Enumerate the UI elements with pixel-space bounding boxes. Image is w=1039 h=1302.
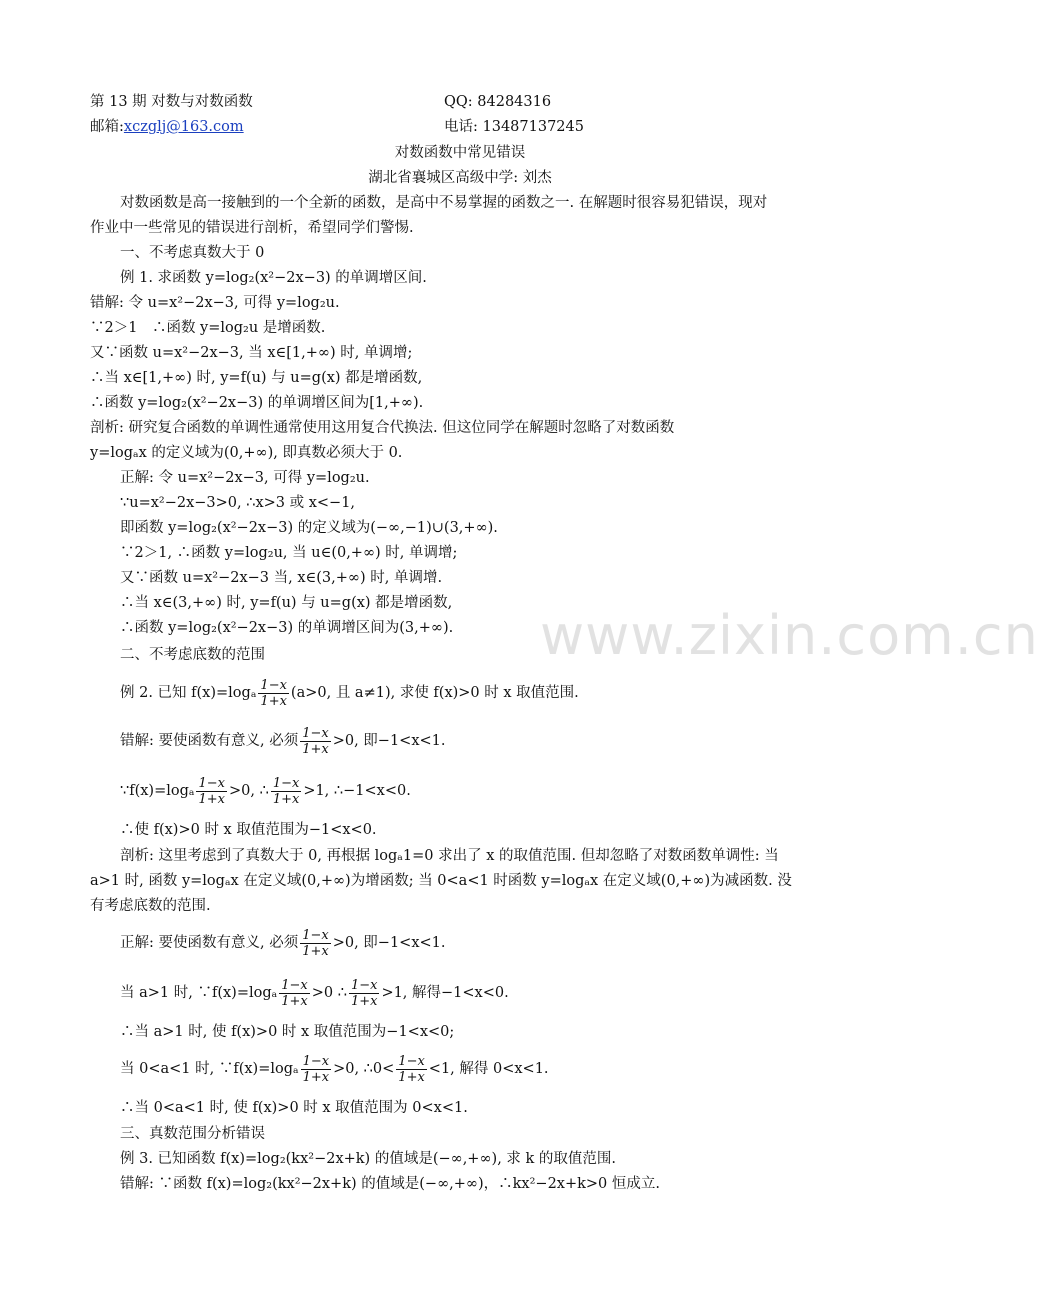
intro-line-1: 对数函数是高一接触到的一个全新的函数，是高中不易掌握的函数之一. 在解题时很容易犯错误，现对 — [120, 195, 768, 211]
sec1-correct-1: 正解: 令 u=x²−2x−3, 可得 y=log₂u. — [120, 470, 370, 486]
sec1-wrong-5: ∴函数 y=log₂(x²−2x−3) 的单调增区间为[1,+∞). — [90, 395, 424, 411]
sec2-analysis-3: 有考虑底数的范围. — [90, 898, 211, 914]
article-title: 对数函数中常见错误 — [394, 145, 526, 161]
sec1-analysis-1: 剖析: 研究复合函数的单调性通常使用这用复合代换法. 但这位同学在解题时忽略了对数函数 — [90, 420, 675, 436]
fraction: $\frac{1-x}{1+x}$ — [260, 677, 287, 709]
fraction: $\frac{1-x}{1+x}$ — [302, 927, 329, 959]
sec1-analysis-2: y=logₐx 的定义域为(0,+∞), 即真数必须大于 0. — [90, 445, 403, 461]
sec1-correct-2: ∵u=x²−2x−3>0, ∴x>3 或 x<−1, — [120, 495, 356, 511]
sec2-analysis-2: a>1 时, 函数 y=logₐx 在定义域(0,+∞)为增函数; 当 0<a<1 时函数 y=logₐx 在定义域(0,+∞)为减函数. 没 — [90, 873, 792, 889]
sec2-correct-2: 当 a>1 时, ∵f(x)=logₐ $\frac{1-x}{1+x}$ >0 ∴ $\frac{1-x}{1+x}$ >1, 解得−1<x<0. — [120, 977, 509, 1009]
intro-line-2: 作业中一些常见的错误进行剖析，希望同学们警惕. — [90, 220, 414, 236]
sec2-example: 例 2. 已知 f(x)=logₐ $\frac{1-x}{1+x}$ (a>0, 且 a≠1), 求使 f(x)>0 时 x 取值范围. — [120, 677, 579, 709]
sec2-correct-5: ∴当 0<a<1 时, 使 f(x)>0 时 x 取值范围为 0<x<1. — [120, 1100, 468, 1116]
sec2-wrong-1: 错解: 要使函数有意义, 必须 $\frac{1-x}{1+x}$ >0, 即−1<x<1. — [120, 725, 446, 757]
email-row — [90, 117, 244, 137]
sec2-correct-3: ∴当 a>1 时, 使 f(x)>0 时 x 取值范围为−1<x<0; — [120, 1024, 455, 1040]
sec1-correct-6: ∴当 x∈(3,+∞) 时, y=f(u) 与 u=g(x) 都是增函数, — [120, 595, 453, 611]
email-label: 邮箱: — [90, 119, 124, 135]
sec2-analysis-1: 剖析: 这里考虑到了真数大于 0, 再根据 logₐ1=0 求出了 x 的取值范围. 但却忽略了对数函数单调性: 当 — [120, 848, 779, 864]
qq-label: QQ: 84284316 — [444, 94, 552, 110]
sec1-wrong-4: ∴当 x∈[1,+∞) 时, y=f(u) 与 u=g(x) 都是增函数, — [90, 370, 423, 386]
sec2-correct-1: 正解: 要使函数有意义, 必须 $\frac{1-x}{1+x}$ >0, 即−1<x<1. — [120, 927, 446, 959]
email-link[interactable]: xczglj@163.com — [123, 119, 244, 135]
sec2-wrong-2: ∵f(x)=logₐ $\frac{1-x}{1+x}$ >0, ∴ $\frac{1-x}{1+x}$ >1, ∴−1<x<0. — [120, 775, 411, 807]
sec1-correct-7: ∴函数 y=log₂(x²−2x−3) 的单调增区间为(3,+∞). — [120, 620, 454, 636]
fraction: $\frac{1-x}{1+x}$ — [281, 977, 308, 1009]
sec1-example: 例 1. 求函数 y=log₂(x²−2x−3) 的单调增区间. — [120, 270, 427, 286]
sec1-correct-5: 又∵函数 u=x²−2x−3 当, x∈(3,+∞) 时, 单调增. — [120, 570, 443, 586]
sec2-heading: 二、不考虑底数的范围 — [120, 647, 265, 663]
sec3-wrong: 错解: ∵函数 f(x)=log₂(kx²−2x+k) 的值域是(−∞,+∞)，∴kx²−2x+k>0 恒成立. — [120, 1176, 660, 1192]
sec3-heading: 三、真数范围分析错误 — [120, 1126, 265, 1142]
fraction: $\frac{1-x}{1+x}$ — [350, 977, 378, 1009]
phone-label: 电话: 13487137245 — [444, 119, 584, 135]
sec1-wrong-2: ∵2＞1 ∴函数 y=log₂u 是增函数. — [90, 320, 326, 336]
sec3-example: 例 3. 已知函数 f(x)=log₂(kx²−2x+k) 的值域是(−∞,+∞), 求 k 的取值范围. — [120, 1151, 617, 1167]
sec1-wrong-1: 错解: 令 u=x²−2x−3, 可得 y=log₂u. — [90, 295, 340, 311]
sec1-correct-3: 即函数 y=log₂(x²−2x−3) 的定义域为(−∞,−1)∪(3,+∞). — [120, 520, 498, 536]
sec1-correct-4: ∵2＞1, ∴函数 y=log₂u, 当 u∈(0,+∞) 时, 单调增; — [120, 545, 458, 561]
sec1-wrong-3: 又∵函数 u=x²−2x−3, 当 x∈[1,+∞) 时, 单调增; — [90, 345, 413, 361]
sec2-wrong-3: ∴使 f(x)>0 时 x 取值范围为−1<x<0. — [120, 822, 377, 838]
article-author: 湖北省襄城区高级中学: 刘杰 — [368, 170, 552, 186]
fraction: $\frac{1-x}{1+x}$ — [198, 775, 225, 807]
fraction: $\frac{1-x}{1+x}$ — [302, 725, 329, 757]
fraction: $\frac{1-x}{1+x}$ — [272, 775, 300, 807]
fraction: $\frac{1-x}{1+x}$ — [398, 1053, 425, 1085]
sec2-correct-4: 当 0<a<1 时, ∵f(x)=logₐ $\frac{1-x}{1+x}$ >0, ∴0< $\frac{1-x}{1+x}$ <1, 解得 0<x<1. — [120, 1053, 549, 1085]
watermark: www.zixin.com.cn — [540, 604, 1039, 667]
fraction: $\frac{1-x}{1+x}$ — [302, 1053, 330, 1085]
sec1-heading: 一、不考虑真数大于 0 — [120, 245, 265, 261]
issue-label: 第 13 期 对数与对数函数 — [90, 94, 253, 110]
